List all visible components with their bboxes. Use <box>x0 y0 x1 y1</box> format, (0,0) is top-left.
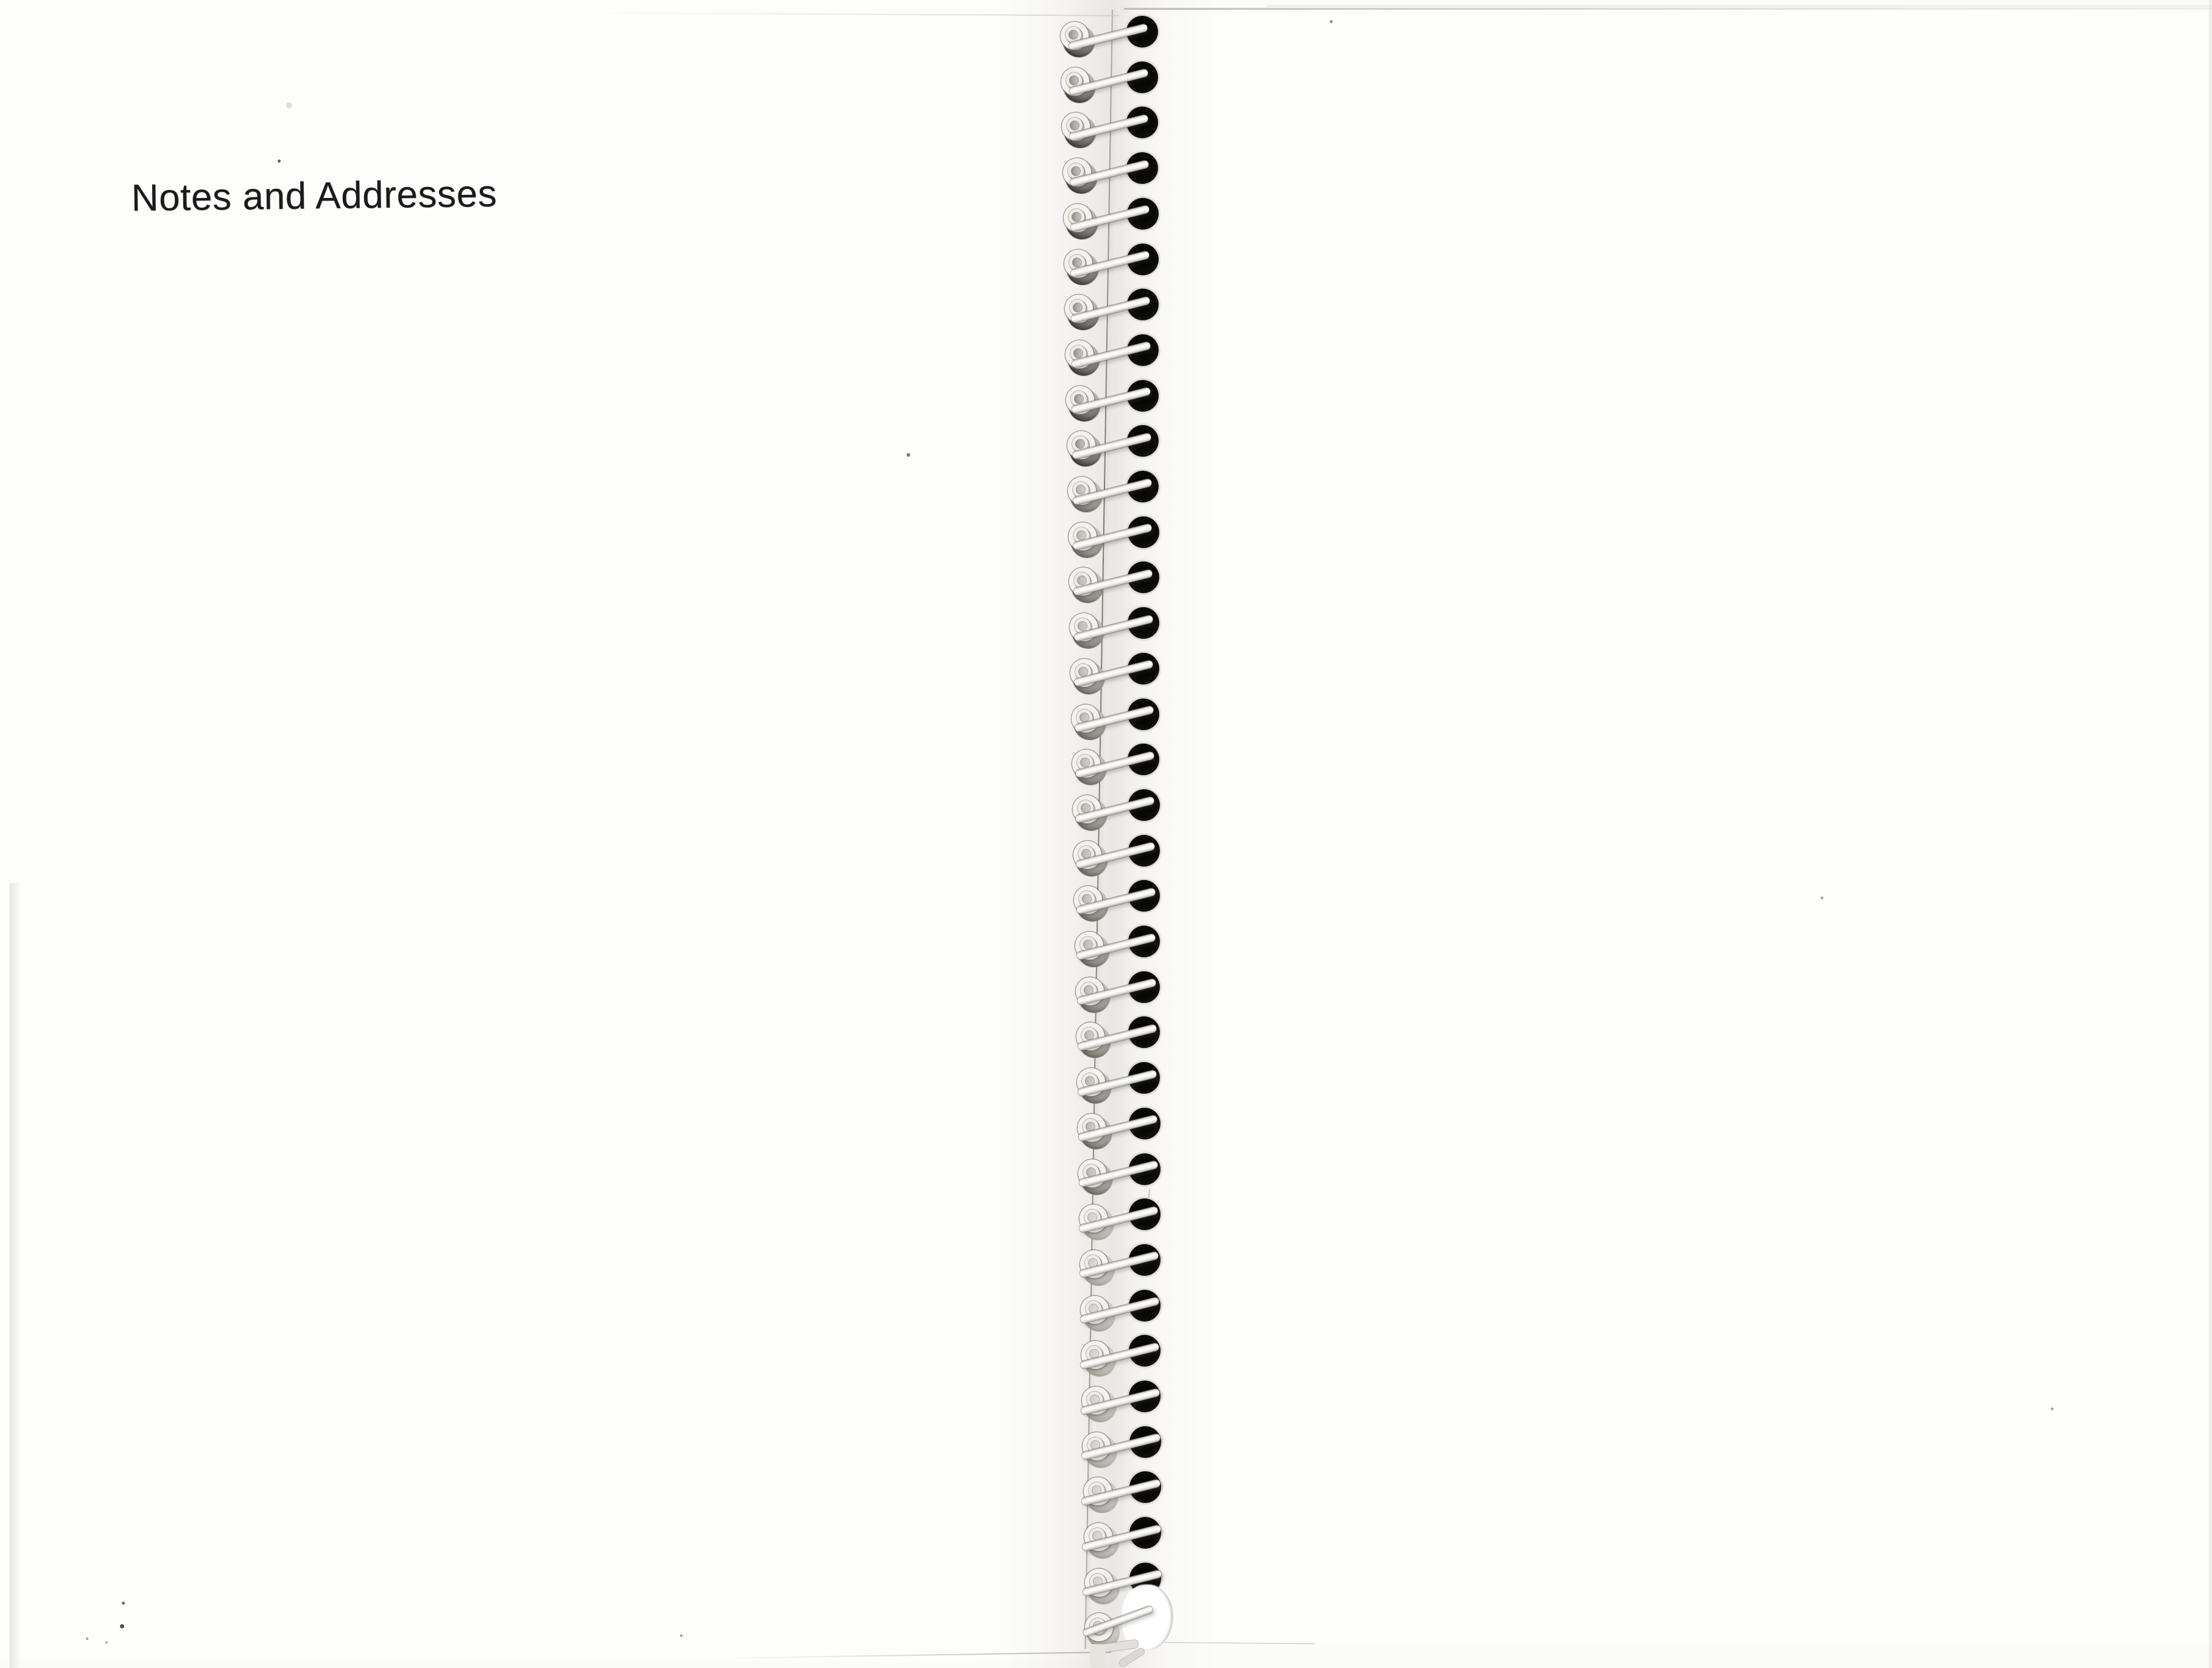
dust-speck <box>122 1602 125 1605</box>
dust-speck <box>86 1638 88 1640</box>
dust-speck <box>278 160 281 163</box>
dust-speck <box>1821 896 1824 899</box>
dust-speck <box>120 1624 124 1628</box>
right-page-top-smudge <box>1266 5 2212 10</box>
dust-speck <box>680 1635 683 1637</box>
dust-speck <box>907 453 910 457</box>
coil-fragment <box>1090 1644 1106 1668</box>
dust-speck <box>105 1641 108 1644</box>
scan-right-edge <box>2209 0 2211 1668</box>
scanner-left-band <box>10 883 21 1668</box>
dust-speck <box>286 102 292 108</box>
dust-speck <box>1330 20 1333 23</box>
right-page <box>1124 9 2212 1645</box>
page-title: Notes and Addresses <box>131 172 497 219</box>
dust-speck <box>2051 1407 2054 1410</box>
